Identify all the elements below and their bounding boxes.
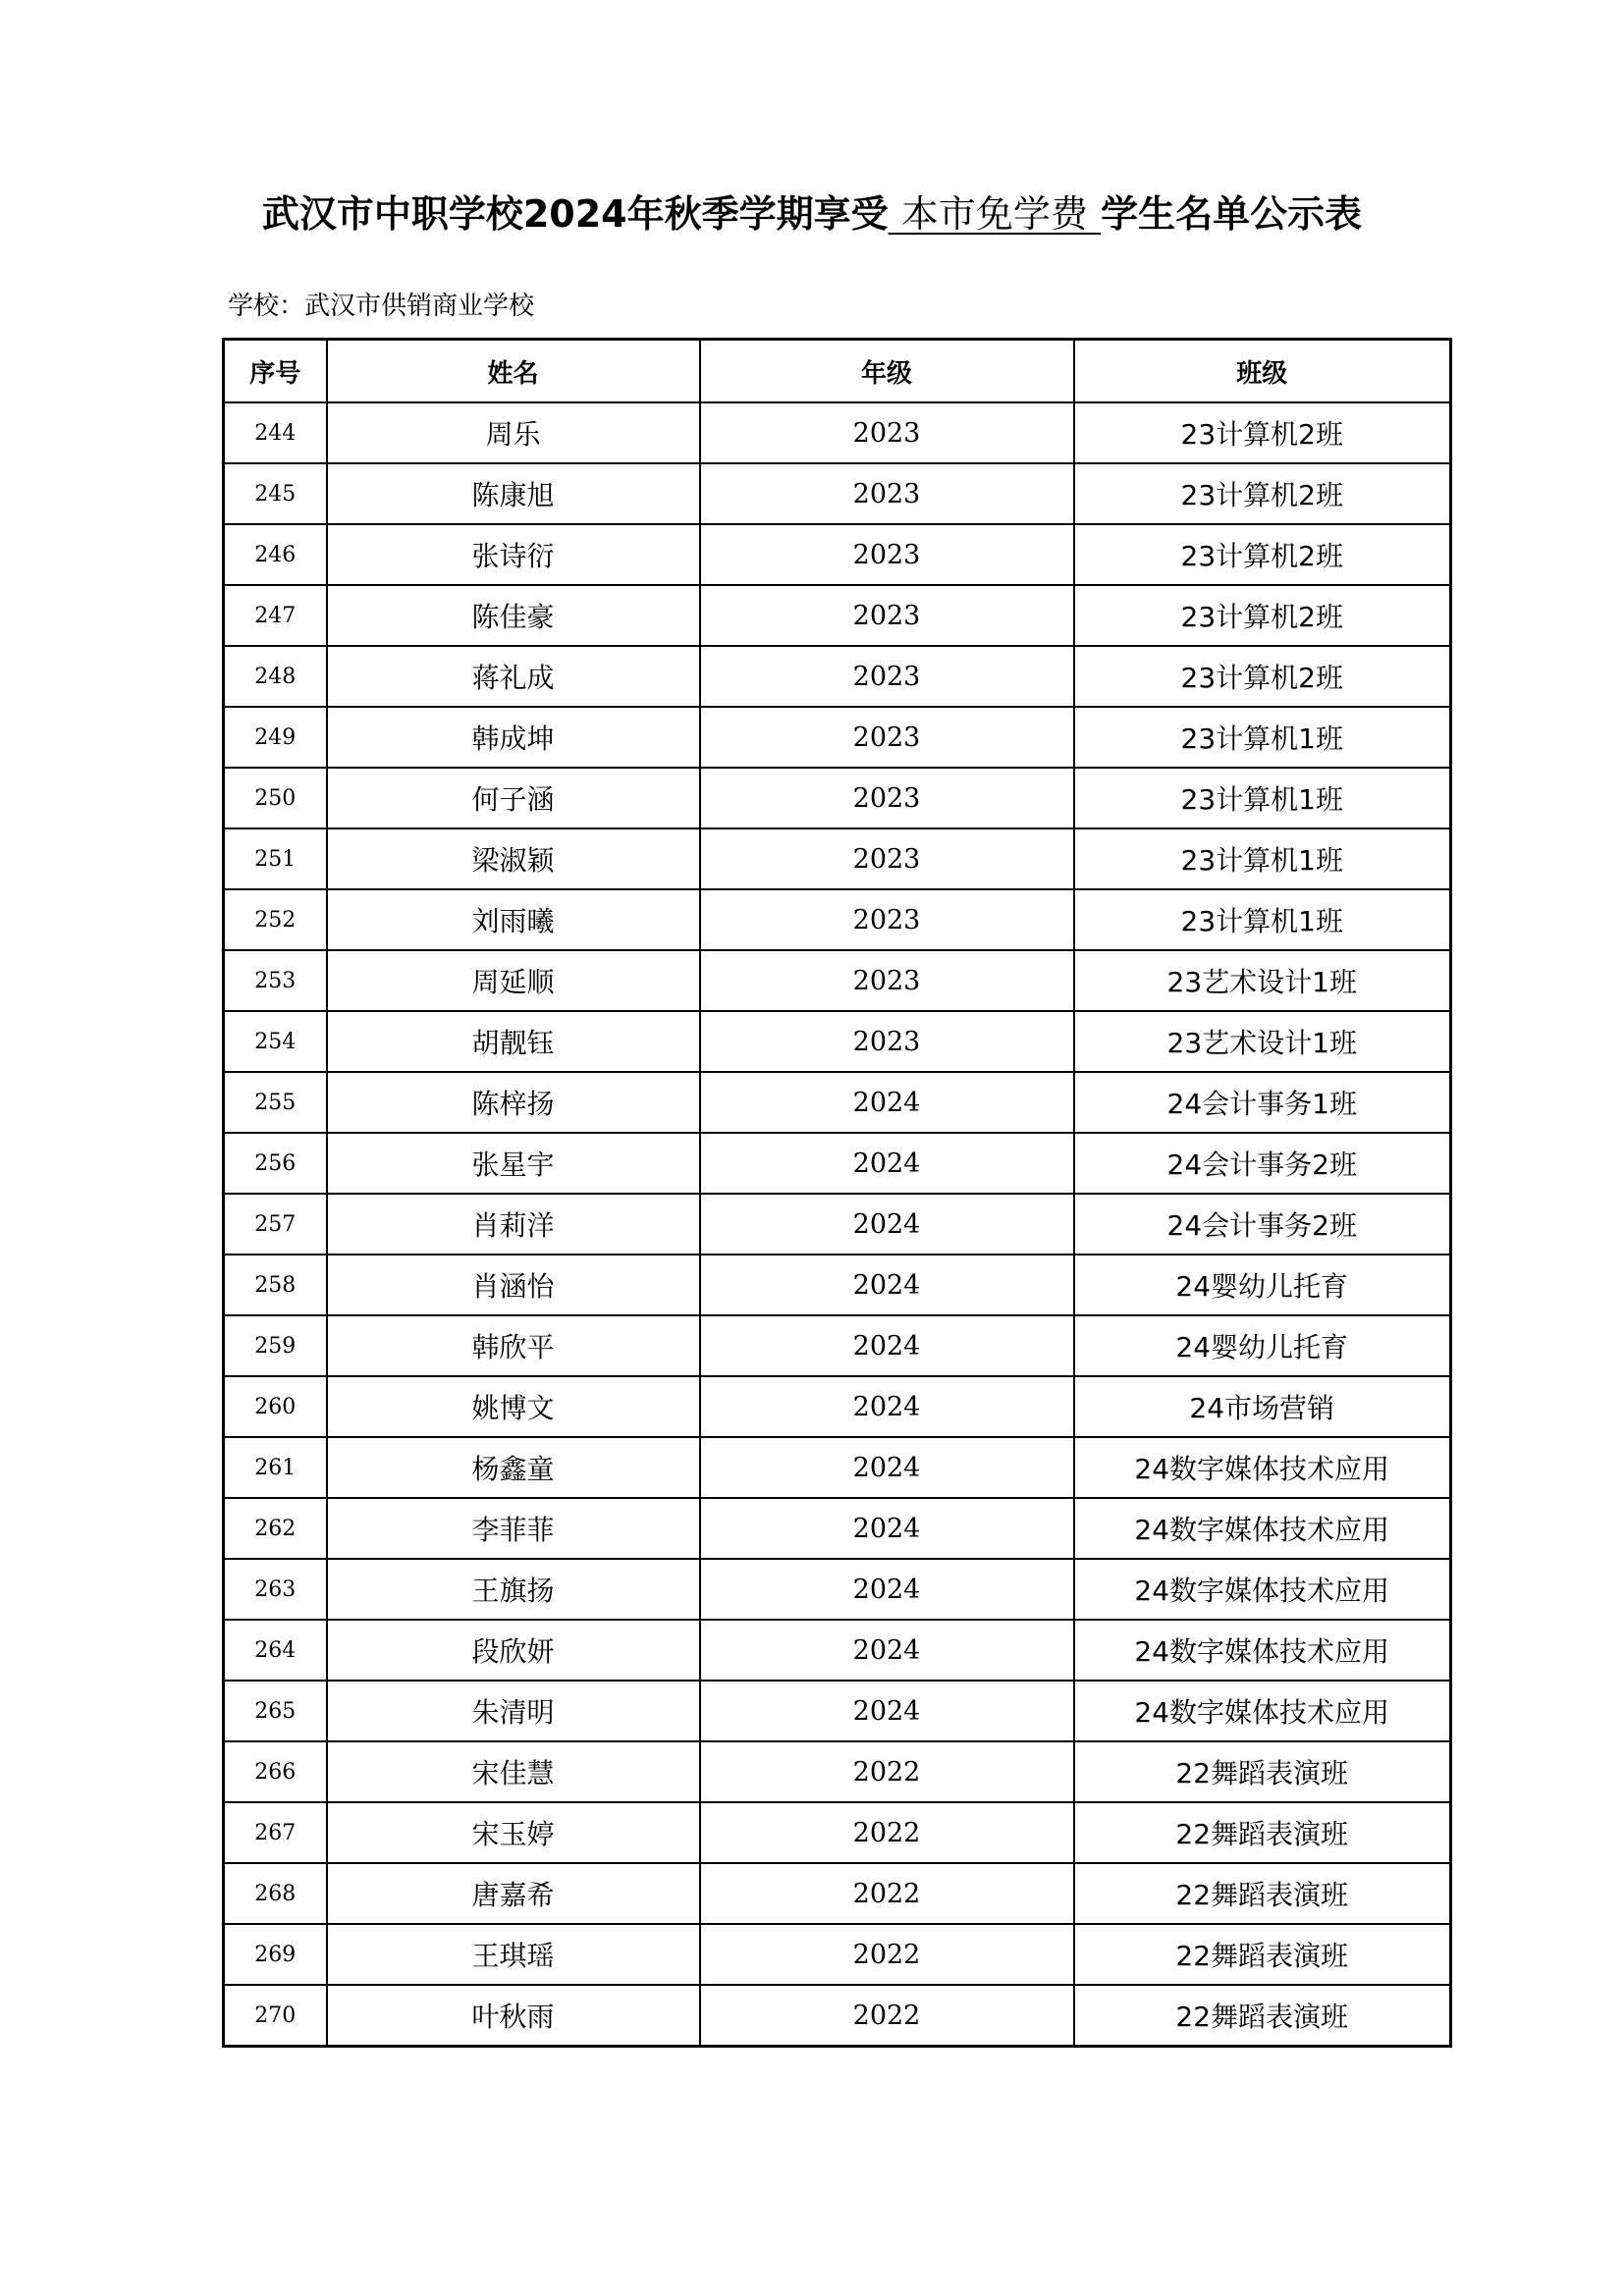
cell-no: 251 bbox=[224, 828, 327, 889]
cell-class: 23计算机2班 bbox=[1074, 463, 1451, 524]
table-row bbox=[224, 1681, 1451, 1741]
table-row bbox=[224, 1498, 1451, 1559]
title-blank-pad-right bbox=[1088, 192, 1101, 236]
cell-name: 肖莉洋 bbox=[327, 1194, 700, 1255]
cell-class: 24数字媒体技术应用 bbox=[1074, 1498, 1451, 1559]
cell-class: 23艺术设计1班 bbox=[1074, 1011, 1451, 1072]
cell-grade: 2023 bbox=[700, 463, 1074, 524]
table-row bbox=[224, 463, 1451, 524]
table-row bbox=[224, 1133, 1451, 1194]
cell-no: 244 bbox=[224, 402, 327, 463]
cell-name: 韩成坤 bbox=[327, 707, 700, 768]
table-row bbox=[224, 1376, 1451, 1437]
cell-name: 肖涵怡 bbox=[327, 1255, 700, 1315]
cell-name: 杨鑫童 bbox=[327, 1437, 700, 1498]
cell-class: 23计算机2班 bbox=[1074, 646, 1451, 707]
title-blank-fill: 本市免学费 bbox=[900, 192, 1088, 236]
title-suffix: 学生名单公示表 bbox=[1101, 192, 1363, 236]
cell-name: 何子涵 bbox=[327, 768, 700, 828]
cell-grade: 2023 bbox=[700, 889, 1074, 950]
cell-grade: 2023 bbox=[700, 402, 1074, 463]
header-name: 姓名 bbox=[327, 340, 700, 403]
cell-class: 24数字媒体技术应用 bbox=[1074, 1620, 1451, 1681]
document-title bbox=[0, 187, 1624, 241]
cell-no: 266 bbox=[224, 1741, 327, 1802]
table-row bbox=[224, 1802, 1451, 1863]
cell-grade: 2024 bbox=[700, 1498, 1074, 1559]
cell-no: 255 bbox=[224, 1072, 327, 1133]
cell-name: 刘雨曦 bbox=[327, 889, 700, 950]
cell-class: 22舞蹈表演班 bbox=[1074, 1924, 1451, 1985]
cell-grade: 2024 bbox=[700, 1133, 1074, 1194]
cell-grade: 2024 bbox=[700, 1437, 1074, 1498]
cell-grade: 2023 bbox=[700, 950, 1074, 1011]
cell-name: 张诗衍 bbox=[327, 524, 700, 585]
cell-class: 24数字媒体技术应用 bbox=[1074, 1437, 1451, 1498]
cell-name: 段欣妍 bbox=[327, 1620, 700, 1681]
table-row bbox=[224, 1620, 1451, 1681]
table-row bbox=[224, 646, 1451, 707]
cell-grade: 2023 bbox=[700, 1011, 1074, 1072]
cell-no: 248 bbox=[224, 646, 327, 707]
cell-class: 24婴幼儿托育 bbox=[1074, 1315, 1451, 1376]
cell-no: 260 bbox=[224, 1376, 327, 1437]
cell-name: 周延顺 bbox=[327, 950, 700, 1011]
cell-name: 姚博文 bbox=[327, 1376, 700, 1437]
table-row bbox=[224, 1437, 1451, 1498]
table-row bbox=[224, 1072, 1451, 1133]
cell-class: 23计算机1班 bbox=[1074, 768, 1451, 828]
cell-grade: 2024 bbox=[700, 1255, 1074, 1315]
cell-name: 宋佳慧 bbox=[327, 1741, 700, 1802]
cell-class: 24数字媒体技术应用 bbox=[1074, 1559, 1451, 1620]
cell-grade: 2022 bbox=[700, 1741, 1074, 1802]
cell-grade: 2024 bbox=[700, 1376, 1074, 1437]
cell-class: 23艺术设计1班 bbox=[1074, 950, 1451, 1011]
table-row bbox=[224, 1315, 1451, 1376]
cell-grade: 2022 bbox=[700, 1802, 1074, 1863]
cell-name: 蒋礼成 bbox=[327, 646, 700, 707]
cell-name: 陈佳豪 bbox=[327, 585, 700, 646]
table-row bbox=[224, 402, 1451, 463]
table-row bbox=[224, 1559, 1451, 1620]
title-blank-pad-left bbox=[889, 192, 901, 236]
cell-name: 王琪瑶 bbox=[327, 1924, 700, 1985]
cell-grade: 2023 bbox=[700, 524, 1074, 585]
school-label: 学校：武汉市供销商业学校 bbox=[228, 292, 535, 321]
table-row bbox=[224, 950, 1451, 1011]
cell-name: 张星宇 bbox=[327, 1133, 700, 1194]
cell-grade: 2023 bbox=[700, 828, 1074, 889]
cell-grade: 2023 bbox=[700, 585, 1074, 646]
cell-no: 254 bbox=[224, 1011, 327, 1072]
cell-grade: 2024 bbox=[700, 1072, 1074, 1133]
cell-class: 23计算机1班 bbox=[1074, 707, 1451, 768]
cell-name: 叶秋雨 bbox=[327, 1985, 700, 2047]
cell-class: 23计算机2班 bbox=[1074, 585, 1451, 646]
cell-grade: 2023 bbox=[700, 768, 1074, 828]
table-row bbox=[224, 1255, 1451, 1315]
cell-name: 宋玉婷 bbox=[327, 1802, 700, 1863]
cell-grade: 2022 bbox=[700, 1924, 1074, 1985]
cell-name: 梁淑颖 bbox=[327, 828, 700, 889]
cell-grade: 2023 bbox=[700, 707, 1074, 768]
table-row bbox=[224, 1741, 1451, 1802]
cell-no: 258 bbox=[224, 1255, 327, 1315]
table-row bbox=[224, 585, 1451, 646]
header-class: 班级 bbox=[1074, 340, 1451, 403]
table-row bbox=[224, 524, 1451, 585]
cell-no: 249 bbox=[224, 707, 327, 768]
cell-no: 267 bbox=[224, 1802, 327, 1863]
cell-no: 263 bbox=[224, 1559, 327, 1620]
cell-grade: 2024 bbox=[700, 1620, 1074, 1681]
cell-grade: 2022 bbox=[700, 1863, 1074, 1924]
cell-no: 268 bbox=[224, 1863, 327, 1924]
cell-no: 262 bbox=[224, 1498, 327, 1559]
table-row bbox=[224, 707, 1451, 768]
cell-class: 23计算机1班 bbox=[1074, 889, 1451, 950]
header-no: 序号 bbox=[224, 340, 327, 403]
cell-class: 24会计事务1班 bbox=[1074, 1072, 1451, 1133]
cell-grade: 2024 bbox=[700, 1681, 1074, 1741]
table-row bbox=[224, 1194, 1451, 1255]
cell-no: 264 bbox=[224, 1620, 327, 1681]
cell-no: 259 bbox=[224, 1315, 327, 1376]
table-row bbox=[224, 1011, 1451, 1072]
cell-grade: 2022 bbox=[700, 1985, 1074, 2047]
cell-class: 24婴幼儿托育 bbox=[1074, 1255, 1451, 1315]
cell-name: 唐嘉希 bbox=[327, 1863, 700, 1924]
table-row bbox=[224, 889, 1451, 950]
cell-name: 陈康旭 bbox=[327, 463, 700, 524]
table-row bbox=[224, 1924, 1451, 1985]
student-roster-table bbox=[222, 338, 1452, 2048]
table-header-row bbox=[224, 340, 1451, 403]
cell-grade: 2024 bbox=[700, 1194, 1074, 1255]
cell-no: 256 bbox=[224, 1133, 327, 1194]
table-row bbox=[224, 828, 1451, 889]
table-row bbox=[224, 1863, 1451, 1924]
cell-no: 253 bbox=[224, 950, 327, 1011]
cell-name: 陈梓扬 bbox=[327, 1072, 700, 1133]
cell-class: 23计算机1班 bbox=[1074, 828, 1451, 889]
cell-no: 247 bbox=[224, 585, 327, 646]
cell-name: 周乐 bbox=[327, 402, 700, 463]
cell-class: 22舞蹈表演班 bbox=[1074, 1802, 1451, 1863]
cell-class: 24数字媒体技术应用 bbox=[1074, 1681, 1451, 1741]
cell-name: 朱清明 bbox=[327, 1681, 700, 1741]
cell-name: 胡靓钰 bbox=[327, 1011, 700, 1072]
cell-class: 24市场营销 bbox=[1074, 1376, 1451, 1437]
table-row bbox=[224, 1985, 1451, 2047]
cell-name: 李菲菲 bbox=[327, 1498, 700, 1559]
header-grade: 年级 bbox=[700, 340, 1074, 403]
cell-no: 245 bbox=[224, 463, 327, 524]
cell-class: 24会计事务2班 bbox=[1074, 1194, 1451, 1255]
table-row bbox=[224, 768, 1451, 828]
cell-class: 23计算机2班 bbox=[1074, 524, 1451, 585]
cell-class: 22舞蹈表演班 bbox=[1074, 1985, 1451, 2047]
cell-class: 22舞蹈表演班 bbox=[1074, 1741, 1451, 1802]
cell-name: 韩欣平 bbox=[327, 1315, 700, 1376]
cell-grade: 2023 bbox=[700, 646, 1074, 707]
cell-class: 23计算机2班 bbox=[1074, 402, 1451, 463]
cell-no: 252 bbox=[224, 889, 327, 950]
cell-no: 261 bbox=[224, 1437, 327, 1498]
cell-name: 王旗扬 bbox=[327, 1559, 700, 1620]
cell-no: 246 bbox=[224, 524, 327, 585]
title-prefix: 武汉市中职学校2024年秋季学期享受 bbox=[261, 192, 889, 236]
cell-no: 269 bbox=[224, 1924, 327, 1985]
cell-class: 22舞蹈表演班 bbox=[1074, 1863, 1451, 1924]
cell-class: 24会计事务2班 bbox=[1074, 1133, 1451, 1194]
cell-no: 265 bbox=[224, 1681, 327, 1741]
cell-no: 250 bbox=[224, 768, 327, 828]
cell-no: 257 bbox=[224, 1194, 327, 1255]
cell-no: 270 bbox=[224, 1985, 327, 2047]
table-body bbox=[224, 402, 1451, 2047]
cell-grade: 2024 bbox=[700, 1315, 1074, 1376]
cell-grade: 2024 bbox=[700, 1559, 1074, 1620]
